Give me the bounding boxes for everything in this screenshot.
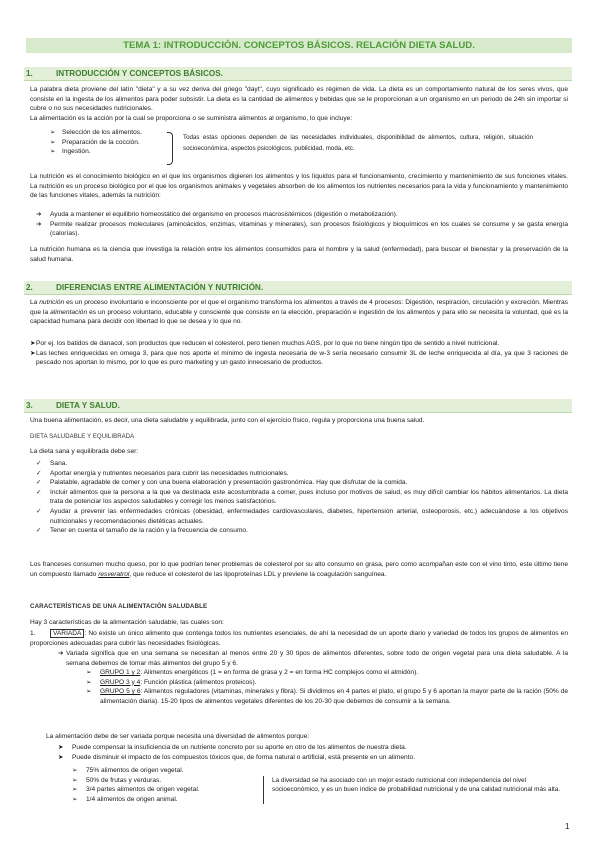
- paragraph-variedad: La alimentación debe de ser variada porque necesita una diversidad de alimentos porque:: [46, 733, 310, 740]
- list-item: ➤ Puede compensar la insuficiencia de un nutriente concreto por su aporte en otro de los alimentos de nuestra dieta.: [58, 744, 407, 751]
- variedad-list: [58, 743, 568, 762]
- list-item: ➢ 75% alimentos de origen vegetal.: [72, 767, 184, 774]
- list-item: ✓ Incluir alimentos que la persona a la que va destinada este acostumbrada a comer, pues incluso por motivos de salud, es muy difícil cambiar los hábitos alimentarios. La dieta trata de potenciar los aspectos saludables y corregir los menos satisfactorios.: [36, 488, 568, 506]
- paragraph-tres-caracteristicas: Hay 3 características de la alimentación saludable, las cuales son:: [30, 619, 224, 626]
- arrow-bullet-icon: ➤: [30, 349, 36, 357]
- arrow-bullet-icon: ➢: [86, 688, 92, 696]
- section-number: 1.: [26, 69, 33, 78]
- nutrition-list: [36, 210, 568, 239]
- section-number: 2.: [26, 283, 33, 292]
- arrow-bullet-icon: ➤: [58, 753, 64, 761]
- section-heading-2: [24, 281, 572, 295]
- arrow-bullet-icon: ➢: [50, 129, 56, 136]
- list-item: ➤ Por ej. los batidos de danacol, son productos que reducen el colesterol, pero tienen muchos AGS, por lo que no tiene ningún tipo de sentido a nivel nutricional.: [30, 340, 500, 347]
- arrow-bullet-icon: ➢: [72, 786, 78, 794]
- list-item: ➢ 50% de frutas y verduras.: [72, 776, 162, 784]
- check-icon: ✓: [36, 460, 42, 467]
- list-item: ✓ Ayudar a prevenir las enfermedades crónicas (obesidad, enfermedades cardiovasculares, diabetes, hipertensión arterial, osteoporosis, etc.) adecuándose a los objetivos nutricionales y recomendaciones dietéticas actuales.: [36, 507, 568, 525]
- list-item: ➔ Ayuda a mantener el equilibrio homeostático del organismo en procesos macrosistémicos (digestión o metabolización).: [36, 211, 398, 218]
- check-icon: ✓: [36, 527, 42, 535]
- list-item: ➢ Selección de los alimentos.: [50, 129, 142, 136]
- section-label: INTRODUCCIÓN Y CONCEPTOS BÁSICOS.: [56, 69, 223, 78]
- list-item: ➢ 1/4 alimentos de origen animal.: [72, 795, 178, 803]
- subheading-dieta-saludable: DIETA SALUDABLE Y EQUILIBRADA: [30, 434, 135, 440]
- term-resveratrol: resveratrol: [98, 570, 130, 578]
- term-alimentacion: alimentación: [50, 308, 88, 316]
- arrow-bullet-icon: ➢: [72, 776, 78, 784]
- percent-list: [72, 766, 262, 804]
- check-icon: ✓: [36, 488, 42, 496]
- page-number: 1: [565, 822, 570, 831]
- check-icon: ✓: [36, 469, 42, 477]
- list-item: ➢ GRUPO 5 y 6: Alimentos reguladores (vitaminas, minerales y fibra). Si dividimos en 4 partes el plato, el grupo 5 y 6 aportan la mayor parte de la ración (50% de alimentación diaria). 15-20 tipos de alimentos vegetales diferentes de los 20-30 que debemos de consumir a la semana.: [86, 688, 568, 705]
- section-label: DIETA Y SALUD.: [56, 401, 120, 410]
- arrow-bullet-icon: ➤: [58, 744, 64, 751]
- arrow-bullet-icon: ➢: [86, 669, 92, 676]
- arrow-bullet-icon: ➔: [58, 650, 64, 657]
- check-icon: ✓: [36, 507, 42, 515]
- paragraph-alimentacion: La alimentación es la acción por la cual se proporciona o se suministra alimentos al organismo, lo que incluye:: [30, 115, 353, 122]
- list-item: ➔ Permite realizar procesos moleculares (aminoácidos, enzimas, vitaminas y minerales), son procesos fisiológicos y bioquímicos en los cuales se consume y se gasta energía (calorías).: [36, 220, 568, 238]
- list-item: ✓ Sana.: [36, 460, 68, 467]
- list-item: ✓ Tener en cuenta el tamaño de la ración y la frecuencia de consumo.: [36, 527, 248, 535]
- list-item: ➢ 3/4 partes alimentos de origen vegetal.: [72, 786, 200, 794]
- paragraph-diferencias: La nutrición es un proceso involuntario e inconsciente por el que el organismo transforma los alimentos a través de 4 procesos: Digestión, respiración, circulación y excreción. Mientras que la alimentación es un proceso voluntario, educable y consciente que consiste en la elección, preparación e ingestión de los alimentos y para ello se necesita la voluntad, qué es la capacidad humana para decidir con libertad lo que se desea y lo que no.: [30, 299, 568, 326]
- list-item: ✓ Palatable, agradable de comer y con una buena elaboración y presentación gastronómica. Hay que disfrutar de la comida.: [36, 479, 408, 487]
- paragraph-salud: Una buena alimentación, es decir, una dieta saludable y equilibrada, junto con el ejercicio físico, regula y proporciona una buena salud.: [30, 417, 425, 424]
- list-item: ➢ Preparación de la cocción.: [50, 138, 140, 146]
- paragraph-nutricion: La nutrición es el conocimiento biológico en el que los organismos digieren los alimentos y los líquidos para el funcionamiento, crecimiento y mantenimiento de sus funciones vitales. La nutrición es un proceso biológico por el que los organismos animales y vegetales absorben de los alimentos los nutrientes necesarios para la vida y funcionamiento y mantenimiento de las funciones vitales, además la nutrición:: [30, 173, 568, 200]
- groups-list: [86, 668, 568, 706]
- check-icon: ✓: [36, 479, 42, 487]
- term-variada: VARIADA: [50, 629, 84, 638]
- subheading-caracteristicas: CARACTERÍSTICAS DE UNA ALIMENTACIÓN SALUDABLE: [30, 603, 208, 610]
- paragraph-dieta-sana: La dieta sana y equilibrada debe ser:: [30, 448, 139, 455]
- list-item: ➤ Puede disminuir el impacto de los compuestos tóxicos que, de forma natural o artificial, está presente en un alimento.: [58, 753, 416, 761]
- arrow-bullet-icon: ➢: [72, 795, 78, 803]
- paragraph-variada: 1. VARIADA : No existe un único alimento que contenga todos los nutrientes esenciales, de ahí la necesidad de un aporte diario y variedad de todos los grupos de alimentos en proporciones adecuadas para cubrir las necesidades fisiológicas.: [30, 630, 568, 647]
- list-item: ✓ Aportar energía y nutrientes necesarios para cubrir las necesidades nutricionales.: [36, 469, 289, 477]
- section-heading-3: [24, 399, 572, 413]
- section-number: 3.: [26, 401, 33, 410]
- checks-list: [36, 459, 568, 536]
- paragraph-dieta: La palabra dieta proviene del latín "dieta" y a su vez deriva del griego "dayt", cuyo significado es régimen de vida. La dieta es un comportamiento natural de los seres vivos, que consiste en la ingesta de los alimentos para poder subsistir. La dieta es la cantidad de alimentos y bebidas que se le proporcionan a un organismo en un periodo de 24h sin importar si cubre o no sus necesidades nutricionales.: [30, 86, 568, 113]
- diversity-note-text: La diversidad se ha asociado con un mejor estado nutricional con independencia del nivel socioeconómico, y es un buen índice de probabilidad nutricional y de una calidad nutricional más alta.: [272, 777, 561, 794]
- list-item: ➔ Variada significa que en una semana se necesitan al menos entre 20 y 30 tipos de alimentos diferentes, sobre todo de origen vegetal para una dieta saludable. A la semana debemos de tomar más alimentos del grupo 5 y 6.: [58, 650, 568, 667]
- arrow-bullet-icon: ➢: [50, 138, 56, 146]
- arrow-bullet-icon: ➢: [50, 148, 56, 156]
- paragraph-franceses: Los franceses consumen mucho queso, por lo que podrían tener problemas de colesterol por su alto consumo en grasa, pero como acompañan este con el vino tinto, este último tiene un compuesto llamado resveratrol, que reduce el colesterol de las lipoproteínas LDL y previene la coagulación sanguínea.: [30, 561, 568, 578]
- diversity-note: [263, 776, 564, 804]
- page-title: TEMA 1: INTRODUCCIÓN. CONCEPTOS BÁSICOS. RELACIÓN DIETA SALUD.: [26, 38, 572, 53]
- arrow-bullet-icon: ➢: [72, 767, 78, 774]
- section-heading-1: [24, 67, 572, 81]
- list-item: ➢ GRUPO 3 y 4: Función plástica (alimentos proteicos).: [86, 678, 257, 686]
- examples-list: [30, 339, 568, 368]
- term-nutricion: nutrición: [39, 299, 65, 306]
- brace-note: Todas estas opciones dependen de las necesidades individuales, disponibilidad de alimentos, cultura, religión, situación socioeconómica, aspectos psicológicos, publicidad, moda, etc.: [183, 134, 533, 152]
- paragraph-nutricion-humana: La nutrición humana es la ciencia que investiga la relación entre los alimentos consumidos para el hombre y la salud (enfermedad), para buscar el bienestar y la preservación de la salud humana.: [30, 246, 568, 263]
- section-label: DIFERENCIAS ENTRE ALIMENTACIÓN Y NUTRICIÓN.: [56, 283, 264, 292]
- arrow-bullet-icon: ➢: [86, 678, 92, 686]
- list-item: ➤ Las leches enriquecidas en omega 3, para que nos aporte el mínimo de ingesta necesaria de w-3 sería necesario consumir 3L de leche enriquecida al día, ya que 3 raciones de pescado nos aportan lo mismo, por lo que es puro marketing y un gasto innecesario de productos.: [30, 349, 568, 367]
- arrow-bullet-icon: ➔: [36, 211, 42, 218]
- steps-list: [50, 128, 170, 157]
- variada-detail: [58, 649, 568, 668]
- arrow-bullet-icon: ➤: [30, 340, 36, 347]
- brace-bracket: [167, 132, 173, 165]
- arrow-bullet-icon: ➔: [36, 220, 42, 228]
- list-item: ➢ GRUPO 1 y 2: Alimentos energéticos (1 = en forma de grasa y 2 = en forma HC complejos como el almidón).: [86, 669, 419, 676]
- list-item: ➢ Ingestión.: [50, 148, 91, 156]
